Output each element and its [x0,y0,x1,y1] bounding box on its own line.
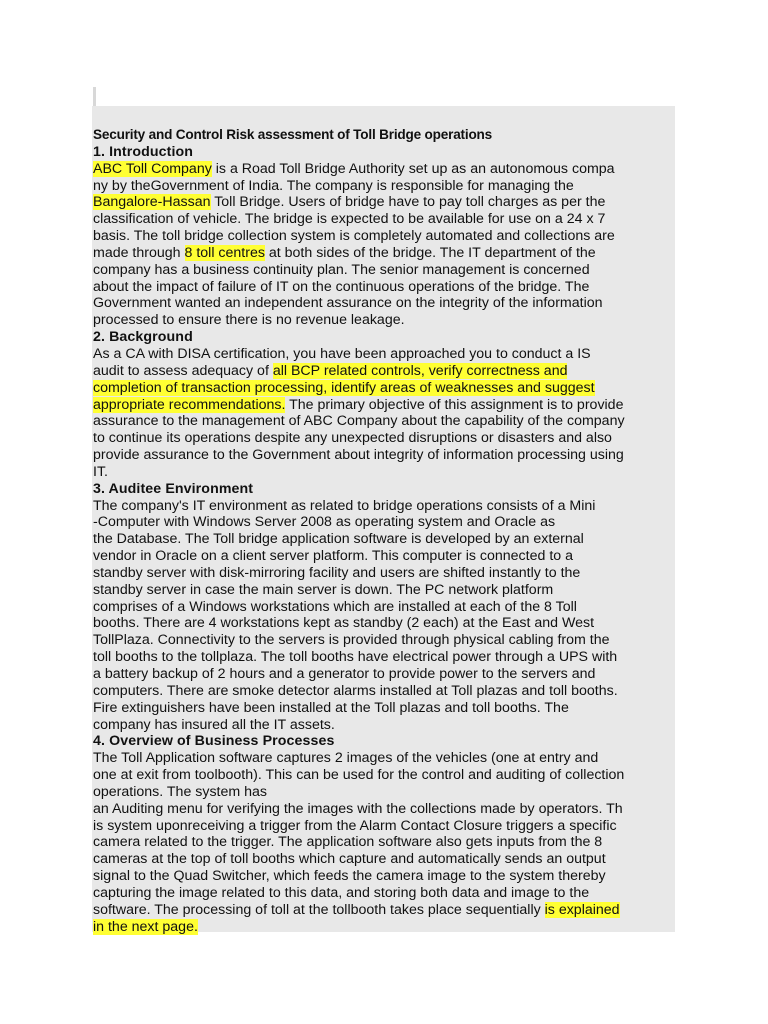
text-segment: The company's IT environment as related to bridge operations consists of a Mini [93,497,596,514]
text-segment: one at exit from toolbooth). This can be used for the control and auditing of collection [93,767,625,784]
text-segment: basis. The toll bridge collection system is completely automated and collections are [93,228,615,245]
text-segment: camera related to the trigger. The application software also gets inputs from the 8 [93,834,603,851]
text-segment: capturing the image related to this data, and storing both data and image to the [93,884,590,901]
text-line [93,161,674,178]
text-segment: IT. [93,463,108,480]
text-line [93,363,674,380]
text-segment: -Computer with Windows Server 2008 as operating system and Oracle as [93,514,556,531]
text-segment: The Toll Application software captures 2 images of the vehicles (one at entry and [93,750,599,767]
text-line [93,312,674,329]
text-segment: classification of vehicle. The bridge is expected to be available for use on a 24 x 7 [93,211,606,228]
text-line [93,750,674,767]
highlighted-text: in the next page. [93,918,198,935]
text-line [93,397,674,414]
text-line [93,178,674,195]
text-line [93,784,674,801]
section-heading: 2. Background [93,329,193,346]
highlighted-text: Bangalore-Hassan [93,194,211,211]
text-line [93,632,674,649]
text-line [93,346,674,363]
text-segment: company has a business continuity plan. The senior management is concerned [93,261,590,278]
text-line [93,902,674,919]
text-line [93,919,674,936]
text-line [93,211,674,228]
document-section [93,144,674,329]
highlighted-text: appropriate recommendations. [93,396,286,413]
text-segment: company has insured all the IT assets. [93,716,335,733]
text-line [93,531,674,548]
text-line [93,262,674,279]
text-segment: at both sides of the bridge. The IT department of the [264,244,596,261]
highlighted-text: all BCP related controls, verify correctness and [272,362,568,379]
document-sections [93,144,674,936]
text-segment: signal to the Quad Switcher, which feeds the camera image to the system thereby [93,868,606,885]
text-segment: cameras at the top of toll booths which capture and automatically sends an output [93,851,606,868]
text-line [93,683,674,700]
text-segment: is a Road Toll Bridge Authority set up as an autonomous compa [211,160,615,177]
highlighted-text: ABC Toll Company [93,160,212,177]
text-line [93,818,674,835]
text-line [93,700,674,717]
text-segment: toll booths to the tollplaza. The toll booths have electrical power through a UPS with [93,649,618,666]
text-line [93,498,674,515]
section-heading: 4. Overview of Business Processes [93,733,335,750]
text-segment: an Auditing menu for verifying the images with the collections made by operators. Th [93,800,623,817]
text-segment: computers. There are smoke detector alarms installed at Toll plazas and toll booths. [93,682,618,699]
text-line [93,834,674,851]
text-line [93,565,674,582]
text-segment: standby server in case the main server is down. The PC network platform [93,581,554,598]
text-segment: Toll Bridge. Users of bridge have to pay toll charges as per the [210,194,606,211]
text-line [93,582,674,599]
text-segment: standby server with disk-mirroring facility and users are shifted instantly to the [93,564,581,581]
text-line [93,380,674,397]
text-segment: assurance to the management of ABC Company about the capability of the company [93,413,625,430]
section-heading: 3. Auditee Environment [93,480,254,497]
text-line [93,649,674,666]
text-segment: comprises of a Windows workstations which are installed at each of the 8 Toll [93,598,577,615]
text-segment: the Database. The Toll bridge application software is developed by an external [93,531,584,548]
document-section [93,329,674,481]
text-line [93,447,674,464]
text-line [93,717,674,734]
text-segment: made through [93,244,185,261]
text-line [93,801,674,818]
text-segment: TollPlaza. Connectivity to the servers is provided through physical cabling from the [93,632,610,649]
text-line [93,413,674,430]
text-line [93,194,674,211]
text-segment: software. The processing of toll at the tollbooth takes place sequentially [93,901,545,918]
text-line [93,885,674,902]
text-line [93,228,674,245]
text-line [93,666,674,683]
text-segment: audit to assess adequacy of [93,362,273,379]
text-segment: As a CA with DISA certification, you have been approached you to conduct a IS [93,345,591,362]
text-line [93,279,674,296]
document-title: Security and Control Risk assessment of Toll Bridge operations [93,127,493,142]
highlighted-text: 8 toll centres [184,244,265,261]
text-segment: vendor in Oracle on a client server platform. This computer is connected to a [93,548,573,565]
section-heading: 1. Introduction [93,143,194,160]
document-section [93,733,674,935]
text-line [93,868,674,885]
text-line [93,295,674,312]
document-body [92,106,675,935]
text-segment: The primary objective of this assignment is to provide [285,396,624,413]
text-line [93,548,674,565]
text-segment: Fire extinguishers have been installed at the Toll plazas and toll booths. The [93,699,569,716]
text-line [93,851,674,868]
text-segment: operations. The system has [93,783,268,800]
text-segment: processed to ensure there is no revenue leakage. [93,312,405,329]
text-segment: is system uponreceiving a trigger from the Alarm Contact Closure triggers a specific [93,817,617,834]
text-cursor-marker [93,87,96,107]
highlighted-text: completion of transaction processing, identify areas of weaknesses and suggest [93,379,595,396]
text-segment: booths. There are 4 workstations kept as standby (2 each) at the East and West [93,615,595,632]
text-segment: to continue its operations despite any unexpected disruptions or disasters and also [93,430,612,447]
text-segment: Government wanted an independent assurance on the integrity of the information [93,295,603,312]
text-segment: ny by theGovernment of India. The company is responsible for managing the [93,177,574,194]
text-line [93,599,674,616]
text-line [93,514,674,531]
text-segment: about the impact of failure of IT on the continuous operations of the bridge. The [93,278,590,295]
text-line [93,615,674,632]
text-line [93,464,674,481]
document-section [93,481,674,734]
text-line [93,767,674,784]
text-segment: provide assurance to the Government about integrity of information processing using [93,447,624,464]
text-segment: a battery backup of 2 hours and a generator to provide power to the servers and [93,666,596,682]
text-line [93,430,674,447]
highlighted-text: is explained [544,901,620,918]
text-line [93,245,674,262]
